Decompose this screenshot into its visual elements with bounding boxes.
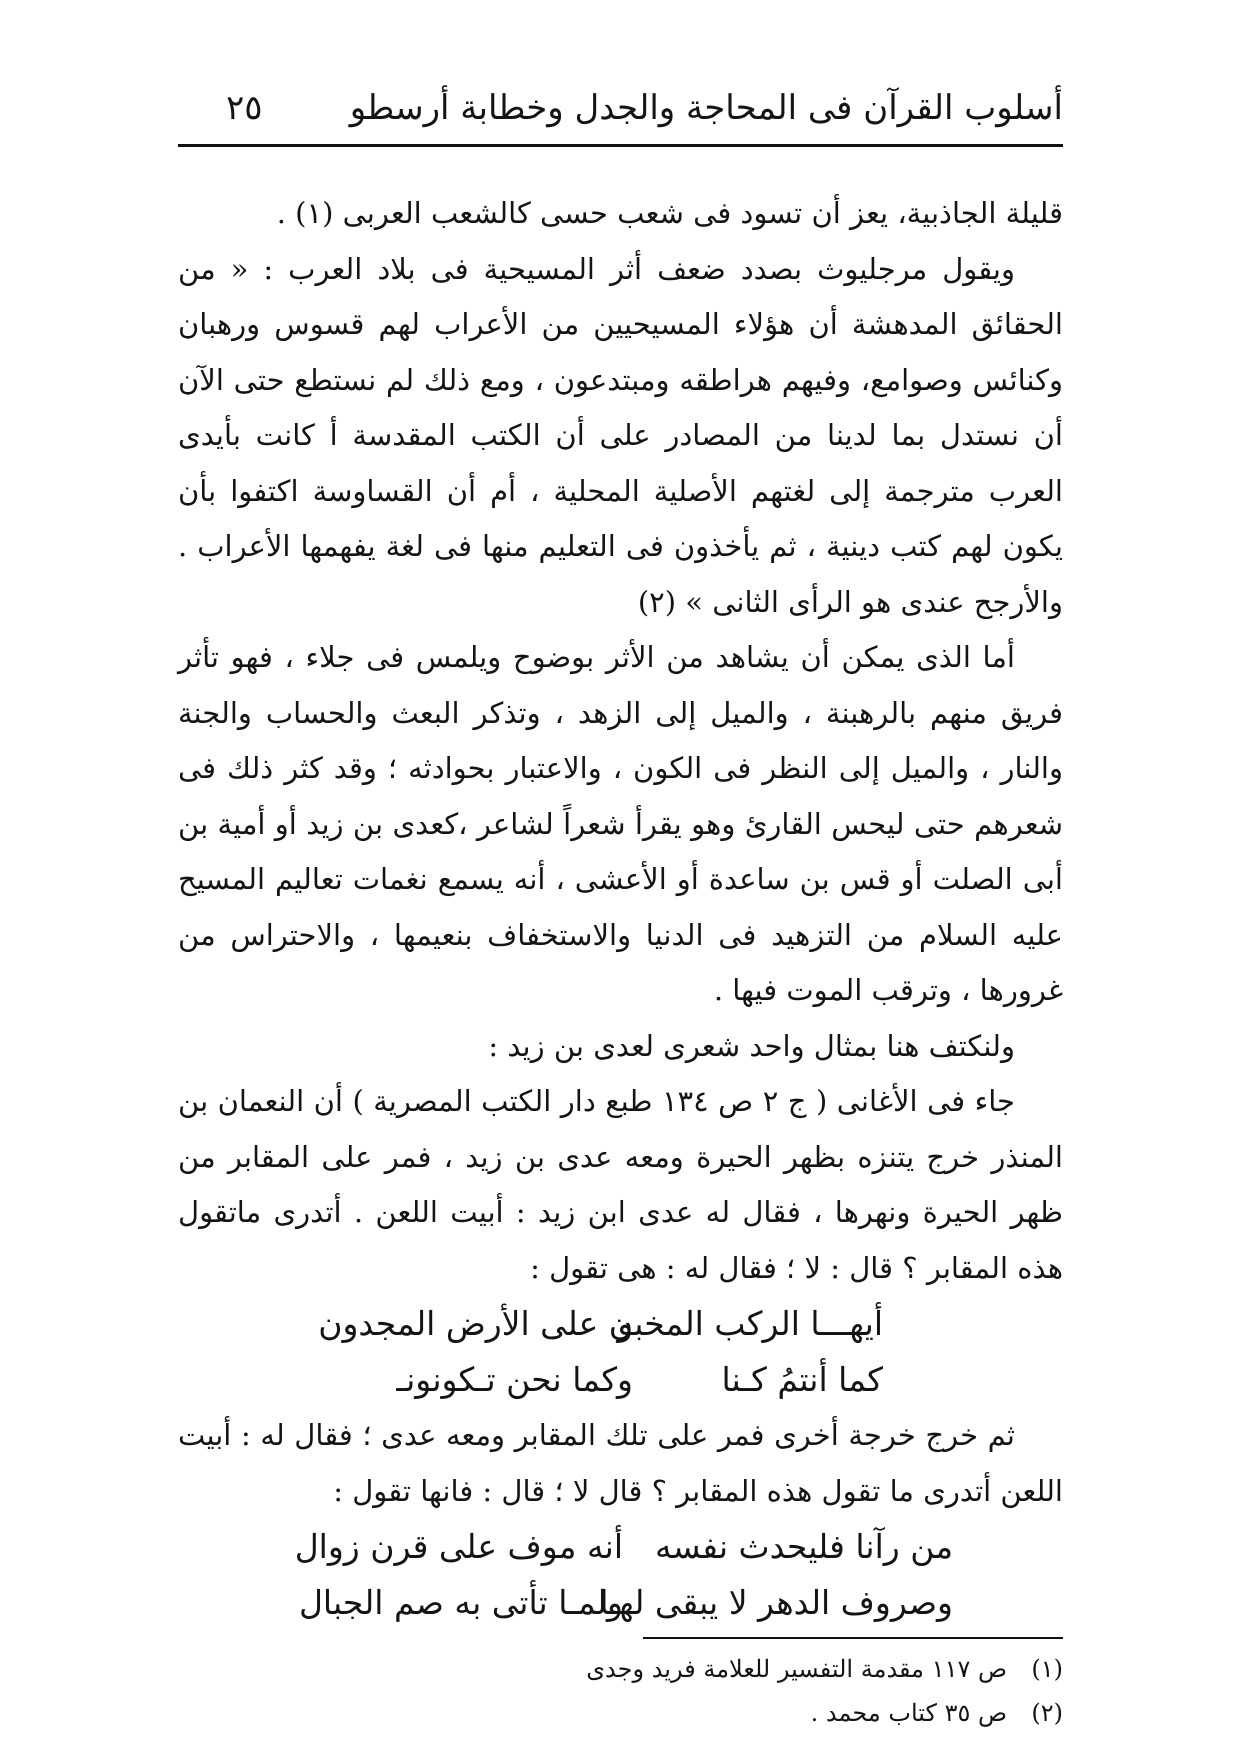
running-title: أسلوب القرآن فى المحاجة والجدل وخطابة أرسطو — [349, 88, 1063, 128]
footnote-text: ص ١١٧ مقدمة التفسير للعلامة فريد وجدى — [586, 1655, 1007, 1683]
paragraph: ولنكتف هنا بمثال واحد شعرى لعدى بن زيد : — [488, 1028, 1015, 1063]
verse-hemistich: أيهـــا الركب المخبو — [617, 1304, 883, 1344]
paragraph: أما الذى يمكن أن يشاهد من الأثر بوضوح ويلمس فى جلاء ، فهو تأثر فريق منهم بالرهبنة ، والميل إلى الزهد ، وتذكر البعث والحساب والجنة والنار ، والميل إلى النظر فى الكون ، والاعتبار بحوادثه ؛ وقد كثر ذلك فى شعرهم حتى ليحس القارئ وهو يقرأ شعراً لشاعر ،كعدى بن زيد أو أمية بن أبى الصلت أو قس بن ساعدة أو الأعشى ، أنه يسمع نغمات تعاليم المسيح عليه السلام من التزهيد فى الدنيا والاستخفاف بنعيمها ، والاحتراس من غرورها ، وترقب الموت فيها . — [178, 640, 1063, 1007]
verse-line — [178, 1519, 1063, 1575]
footnote-number: (٢) — [1031, 1699, 1063, 1727]
paragraph: قليلة الجاذبية، يعز أن تسود فى شعب حسى كالشعب العربى (١) . — [276, 196, 1063, 230]
main-text — [178, 186, 1063, 1631]
footnote-rule — [643, 1637, 1063, 1639]
footnotes — [178, 1647, 1063, 1735]
footnote-text: ص ٣٥ كتاب محمد . — [810, 1699, 1007, 1727]
verse-line — [178, 1296, 1063, 1352]
paragraph: جاء فى الأغانى ( ج ٢ ص ١٣٤ طبع دار الكتب المصرية ) أن النعمان بن المنذر خرج يتنزه بظهر الحيرة ومعه عدى بن زيد ، فمر على المقابر من ظهر الحيرة ونهرها ، فقال له عدى ابن زيد : أبيت اللعن . أتدرى ماتقول هذه المقابر ؟ قال : لا ؛ فقال له : هى تقول : — [178, 1084, 1063, 1285]
header-rule — [178, 144, 1063, 147]
paragraph: ويقول مرجليوث بصدد ضعف أثر المسيحية فى بلاد العرب : « من الحقائق المدهشة أن هؤلاء المسيحيين من الأعراب لهم قسوس ورهبان وكنائس وصوامع، وفيهم هراطقه ومبتدعون ، ومع ذلك لم نستطع حتى الآن أن نستدل بما لدينا من المصادر على أن الكتب المقدسة أ كانت بأيدى العرب مترجمة إلى لغتهم الأصلية المحلية ، أم أن القساوسة اكتفوا بأن يكون لهم كتب دينية ، ثم يأخذون فى التعليم منها فى لغة يفهمها الأعراب . والأرجح عندى هو الرأى الثانى » (٢) — [178, 251, 1063, 619]
footnote — [178, 1647, 1063, 1691]
footnote — [178, 1691, 1063, 1735]
verse-hemistich: من رآنا فليحدث نفسه — [655, 1527, 953, 1567]
page-header — [178, 78, 1063, 148]
verse-hemistich: ن على الأرض المجدون — [318, 1304, 633, 1344]
verse-hemistich: كما أنتمُ كـنا — [721, 1360, 883, 1400]
verse-hemistich: وكما نحن تـكونونـ — [396, 1360, 633, 1400]
verse-hemistich: وصروف الدهر لا يبقى لهـا — [599, 1583, 953, 1623]
page-number: ٢٥ — [226, 88, 263, 128]
paragraph: ثم خرج خرجة أخرى فمر على تلك المقابر ومعه عدى ؛ فقال له : أبيت اللعن أتدرى ما تقول هذه المقابر ؟ قال لا ؛ قال : فانها تقول : — [178, 1418, 1063, 1508]
footnote-number: (١) — [1031, 1655, 1063, 1683]
verse-hemistich: ولمـا تأتى به صم الجبال — [298, 1583, 623, 1623]
verse-line — [178, 1352, 1063, 1408]
verse-line — [178, 1575, 1063, 1631]
verse-hemistich: أنه موف على قرن زوال — [294, 1527, 623, 1567]
